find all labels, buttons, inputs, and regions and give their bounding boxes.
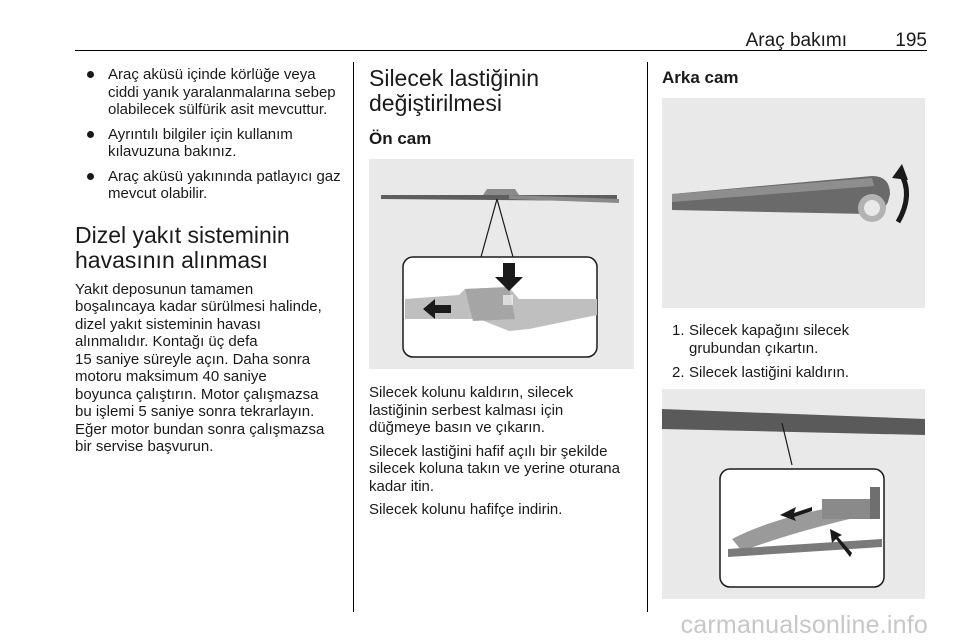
list-item: Araç aküsü yakınında patlayıcı gaz mevcut olabilir. (75, 168, 343, 203)
body-paragraph: Yakıt deposunun tamamen boşalıncaya kadar sürülmesi halinde, dizel yakıt sisteminin havası alınmalıdır. Kontağı üç defa 15 saniye süreyle açın. Daha sonra motoru maksimum 40 saniye boyunca çalıştırın. Motor çalışmazsa bu işlemi 5 saniye sonra tekrarlayın. Eğer motor bundan sonra çalışmazsa bir servise başvurun. (75, 280, 325, 455)
section-title: Araç bakımı (745, 30, 847, 51)
list-item: 1. Silecek kapağını silecek grubundan çıkartın. (672, 322, 850, 357)
section-heading: Silecek lastiğinin değiştirilmesi (369, 65, 540, 116)
instruction-paragraph: Silecek kolunu kaldırın, silecek lastiğinin serbest kalması için düğmeye basın ve çıkarın. (369, 384, 574, 436)
rear-wiper-cover-illustration (662, 98, 925, 308)
subheading-rear-glass: Arka cam (662, 68, 739, 87)
instruction-paragraph: Silecek kolunu hafifçe indirin. (369, 501, 563, 518)
watermark: carmanualsonline.info (680, 611, 928, 639)
column-divider (353, 62, 354, 612)
column-left (75, 66, 343, 456)
list-item: Araç aküsü içinde körlüğe veya ciddi yanık yaralanmalarına sebep olabilecek sülfürik asit mevcuttur. (75, 66, 343, 119)
instruction-paragraph: Silecek lastiğini hafif açılı bir şekilde silecek koluna takın ve yerine oturana kadar itin. (369, 442, 620, 495)
rear-wiper-blade-illustration (662, 389, 925, 599)
column-right (662, 66, 927, 599)
page-number: 195 (895, 30, 927, 51)
list-item: Ayrıntılı bilgiler için kullanım kılavuzuna bakınız. (75, 126, 343, 161)
page-header (75, 28, 927, 51)
front-wiper-illustration (369, 159, 634, 369)
step-list (662, 322, 927, 382)
column-divider (647, 62, 648, 612)
column-middle (369, 66, 634, 519)
front-wiper-drawing (369, 159, 634, 369)
rear-wiper-blade-drawing (662, 389, 925, 599)
list-item: 2. Silecek lastiğini kaldırın. (672, 364, 850, 381)
section-heading: Dizel yakıt sisteminin havasının alınması (75, 221, 290, 273)
warning-list (75, 66, 343, 203)
subheading-front-glass: Ön cam (369, 129, 432, 148)
rear-wiper-cover-drawing (662, 98, 925, 308)
